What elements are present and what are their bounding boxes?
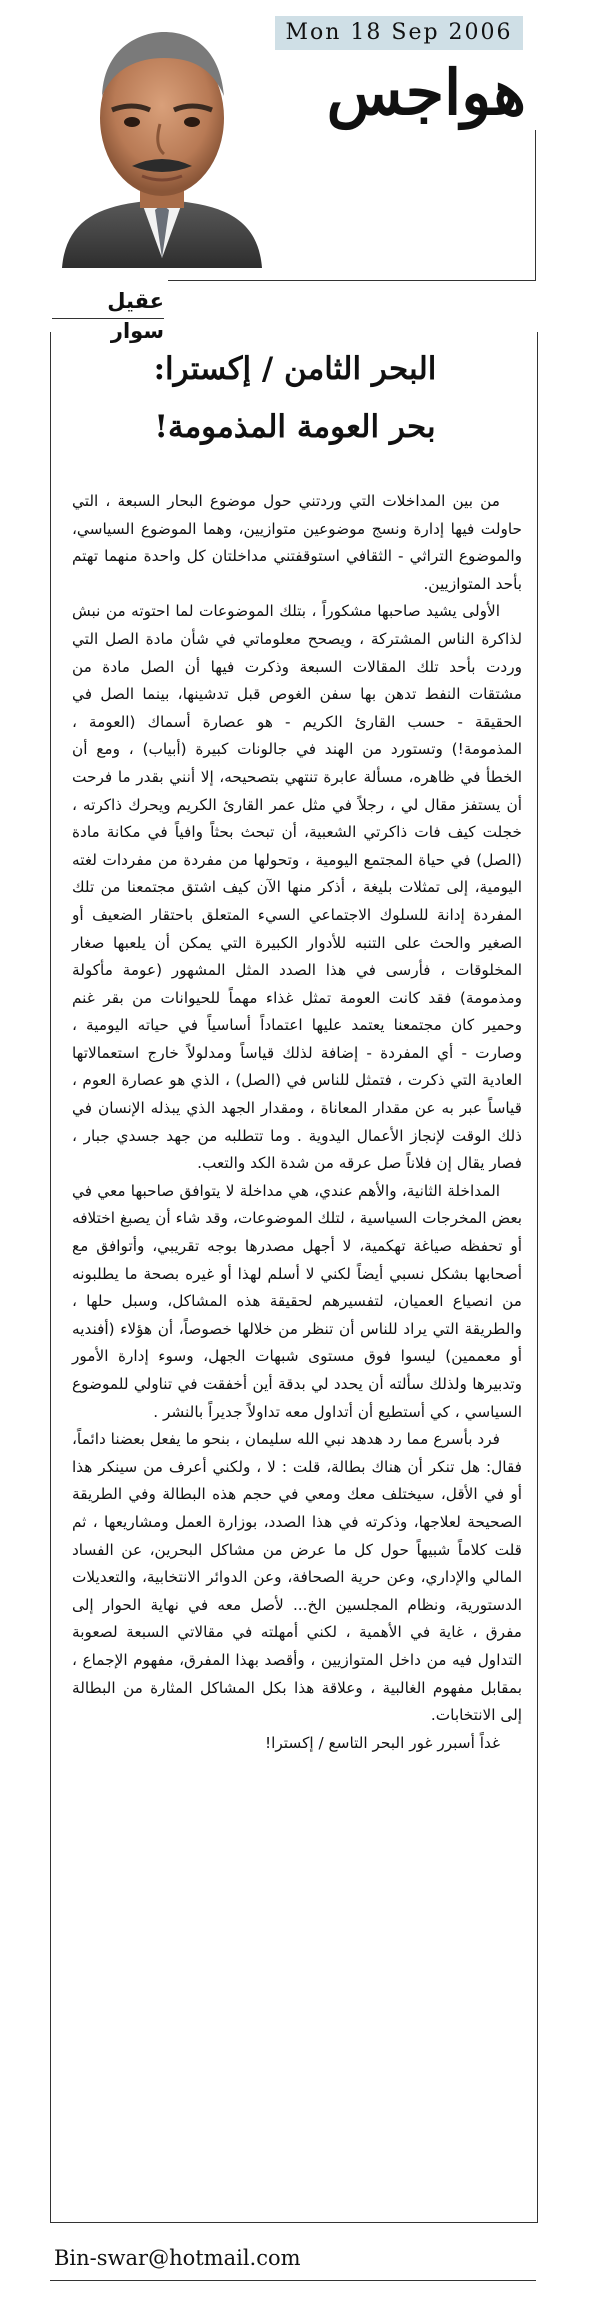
headline-line-1: البحر الثامن / إكسترا: (153, 351, 437, 387)
author-underline (52, 318, 164, 319)
article-headline (90, 340, 500, 456)
publication-date: Mon 18 Sep 2006 (275, 16, 523, 50)
author-portrait (52, 18, 272, 268)
article-paragraph: فرد بأسرع مما رد هدهد نبي الله سليمان ، بنحو ما يفعل بعضنا دائماً، فقال: هل تنكر أن هناك بطالة، قلت : لا ، ولكني أعرف من سينكر هذا أو في الأقل، سيختلف معك ومعي في حجم هذه البطالة وفي الطريقة الصحيحة لعلاجها، وذكرته في هذا الصدد، بوزارة العمل ومشاريعها ، ثم قلت كلاماً شبيهاً حول كل ما عرض من مشاكل البحرين، عن الفساد المالي والإداري، وعن حرية الصحافة، وعن الدوائر الانتخابية، والتعديلات الدستورية، ونظام المجلسين الخ... لأصل معه في نهاية الحوار إلى مفرق ، غاية في الأهمية ، لكني أمهلته في مقالاتي السبعة لصعوبة التداول فيه من داخل المتوازيين ، وأقصد بهذا المفرق، مفهوم الإجماع ، بمقابل مفهوم الغالبية ، وعلاقة هذا بكل المشاكل المثارة من البطالة إلى الانتخابات. (72, 1430, 522, 1725)
footer-divider (50, 2280, 536, 2281)
author-name: عقيل سوار (107, 289, 164, 343)
header-divider-horizontal (168, 280, 536, 281)
article-closing-line: غداً أسبرر غور البحر التاسع / إكسترا! (264, 1733, 500, 1752)
article-paragraph: الأولى يشيد صاحبها مشكوراً ، بتلك الموضوعات لما احتوته من نبش لذاكرة الناس المشتركة ، ويصحح معلوماتي في شأن مادة الصل التي وردت بأحد تلك المقالات السبعة وذكرت فيها أن الصل مادة من مشتقات النفط تدهن بها سفن الغوص قبل تدشينها، بينما الصل في الحقيقة - حسب القارئ الكريم - هو عصارة أسماك (العومة ، المذمومة!) وتستورد من الهند في جالونات كبيرة (أبياب) ، ومع أن الخطأ في ظاهره، مسألة عابرة تنتهي بتصحيحه، إلا أنني بقدر ما فرحت أن يستفز مقال لي ، رجلاً في مثل عمر القارئ الكريم ويحرك ذاكرته ، خجلت كيف فات ذاكرتي الشعبية، أن تبحث بحثاً وافياً في مكانة مادة (الصل) في حياة المجتمع اليومية ، وتحولها من مفردة من مفردات لغته اليومية، إلى تمثلات بليغة ، أذكر منها الآن كيف اشتق مجتمعنا من تلك المفردة إدانة للسلوك الاجتماعي السيء المتعلق باحتقار الضعيف أو الصغير والحث على التنبه للأدوار الكبيرة التي يمكن أن يلعبها صغار المخلوقات ، فأرسى في هذا الصدد المثل المشهور (عومة مأكولة ومذمومة) فقد كانت العومة تمثل غذاء مهماً للحيوانات من بقر غنم وحمير كان مجتمعنا يعتمد عليها اعتماداً أساسياً في حياته اليومية ، وصارت - أي المفردة - إضافة لذلك قياساً ومدلولاً خارج استعمالاتها العادية التي ذكرت ، فتمثل للناس في (الصل) ، الذي هو عصارة العوم ، قياساً عبر به عن مقدار المعاناة ، ومقدار الجهد الذي يبذله الإنسان في ذلك الوقت لإنجاز الأعمال اليدوية . وما تتطلبه من جهد جسدي جبار ، فصار يقال إن فلاناً صل عرقه من شدة الكد والتعب. (72, 602, 522, 1173)
article-paragraph: من بين المداخلات التي وردتني حول موضوع البحار السبعة ، التي حاولت فيها إدارة ونسج موضوعين متوازيين، وهما الموضوع السياسي، والموضوع التراثي - الثقافي استوقفتني مداخلتان كل واحدة منهما تهتم بأحد المتوازيين. (72, 492, 522, 593)
headline-line-2: بحر العومة المذمومة! (154, 409, 436, 445)
column-title: هواجس (326, 56, 526, 129)
article-body (72, 488, 522, 1757)
article-paragraph: المداخلة الثانية، والأهم عندي، هي مداخلة لا يتوافق صاحبها معي في بعض المخرجات السياسية ، لتلك الموضوعات، وقد شاء أن يصبغ اختلافه أو تحفظه صياغة تهكمية، لا أجهل مصدرها بوجه تقريبي، وأتوافق مع أصحابها بشكل نسبي أيضاً لكني لا أسلم لهذا أو غيره بصحة ما يطلبونه من انصياع العميان، لتفسيرهم لحقيقة هذه المشاكل، وسبل حلها ، والطريقة التي يراد للناس أن تنظر من خلالها خصوصاً، أن هؤلاء (أفنديه أو معممين) ليسوا فوق مستوى شبهات الجهل، وسوء إدارة الأمور وتدبيرها ولذلك سألته أن يحدد لي بدقة أين أخفقت في تناولي للموضوع السياسي ، كي أستطيع أن أتداول معه تداولاً جديراً بالنشر . (72, 1181, 522, 1421)
author-email[interactable]: Bin-swar@hotmail.com (54, 2246, 301, 2270)
header-divider-vertical (535, 130, 536, 280)
